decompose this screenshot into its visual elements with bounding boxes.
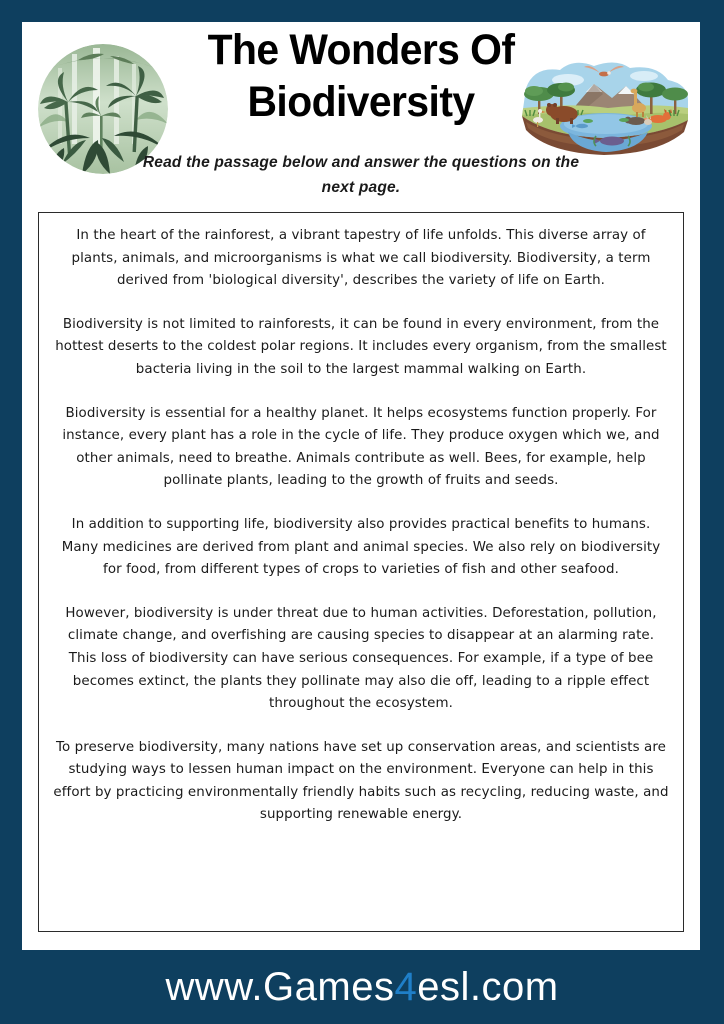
url-prefix: www.Games [165, 964, 395, 1009]
passage-paragraph: To preserve biodiversity, many nations have set up conservation areas, and scientists are studying ways to lessen human impact on the environment. Everyone can help in this effort by practicing environmentally friendly habits such as recycling, reducing waste, and supporting renewable energy. [53, 739, 669, 823]
title-line-1: The Wonders Of [207, 26, 515, 74]
passage-paragraph: In addition to supporting life, biodiversity also provides practical benefits to humans. Many medicines are derived from plant and animal species. We also rely on biodiversity for food, from different types of crops to varieties of fish and other seafood. [61, 516, 661, 578]
instructions-text: Read the passage below and answer the questions on the next page. [142, 154, 580, 196]
worksheet-header [22, 22, 700, 212]
worksheet-page [22, 22, 700, 950]
footer-bar [0, 950, 724, 1024]
url-accent-digit: 4 [394, 964, 418, 1009]
url-suffix: esl.com [417, 964, 559, 1009]
reading-passage-box [38, 212, 684, 932]
page-title [22, 24, 700, 128]
passage-paragraph: In the heart of the rainforest, a vibrant tapestry of life unfolds. This diverse array of plants, animals, and microorganisms is what we call biodiversity. Biodiversity, a term derived from 'biological diversity', describes the variety of life on Earth. [71, 228, 651, 289]
website-url [165, 965, 558, 1010]
title-line-2: Biodiversity [247, 78, 475, 126]
passage-paragraph: However, biodiversity is under threat due to human activities. Deforestation, pollution, climate change, and overfishing are causing species to disappear at an alarming rate. This loss of biodiversity can have serious consequences. For example, if a type of bee becomes extinct, the plants they pollinate may also die off, leading to a ripple effect throughout the ecosystem. [65, 605, 657, 712]
passage-paragraph: Biodiversity is essential for a healthy planet. It helps ecosystems function properly. For instance, every plant has a role in the cycle of life. They produce oxygen which we, and other animals, need to breathe. Animals contribute as well. Bees, for example, help pollinate plants, leading to the growth of fruits and seeds. [62, 405, 660, 489]
passage-paragraph: Biodiversity is not limited to rainforests, it can be found in every environment, from the hottest deserts to the coldest polar regions. It includes every organism, from the smallest bacteria living in the soil to the largest mammal walking on Earth. [55, 316, 667, 377]
